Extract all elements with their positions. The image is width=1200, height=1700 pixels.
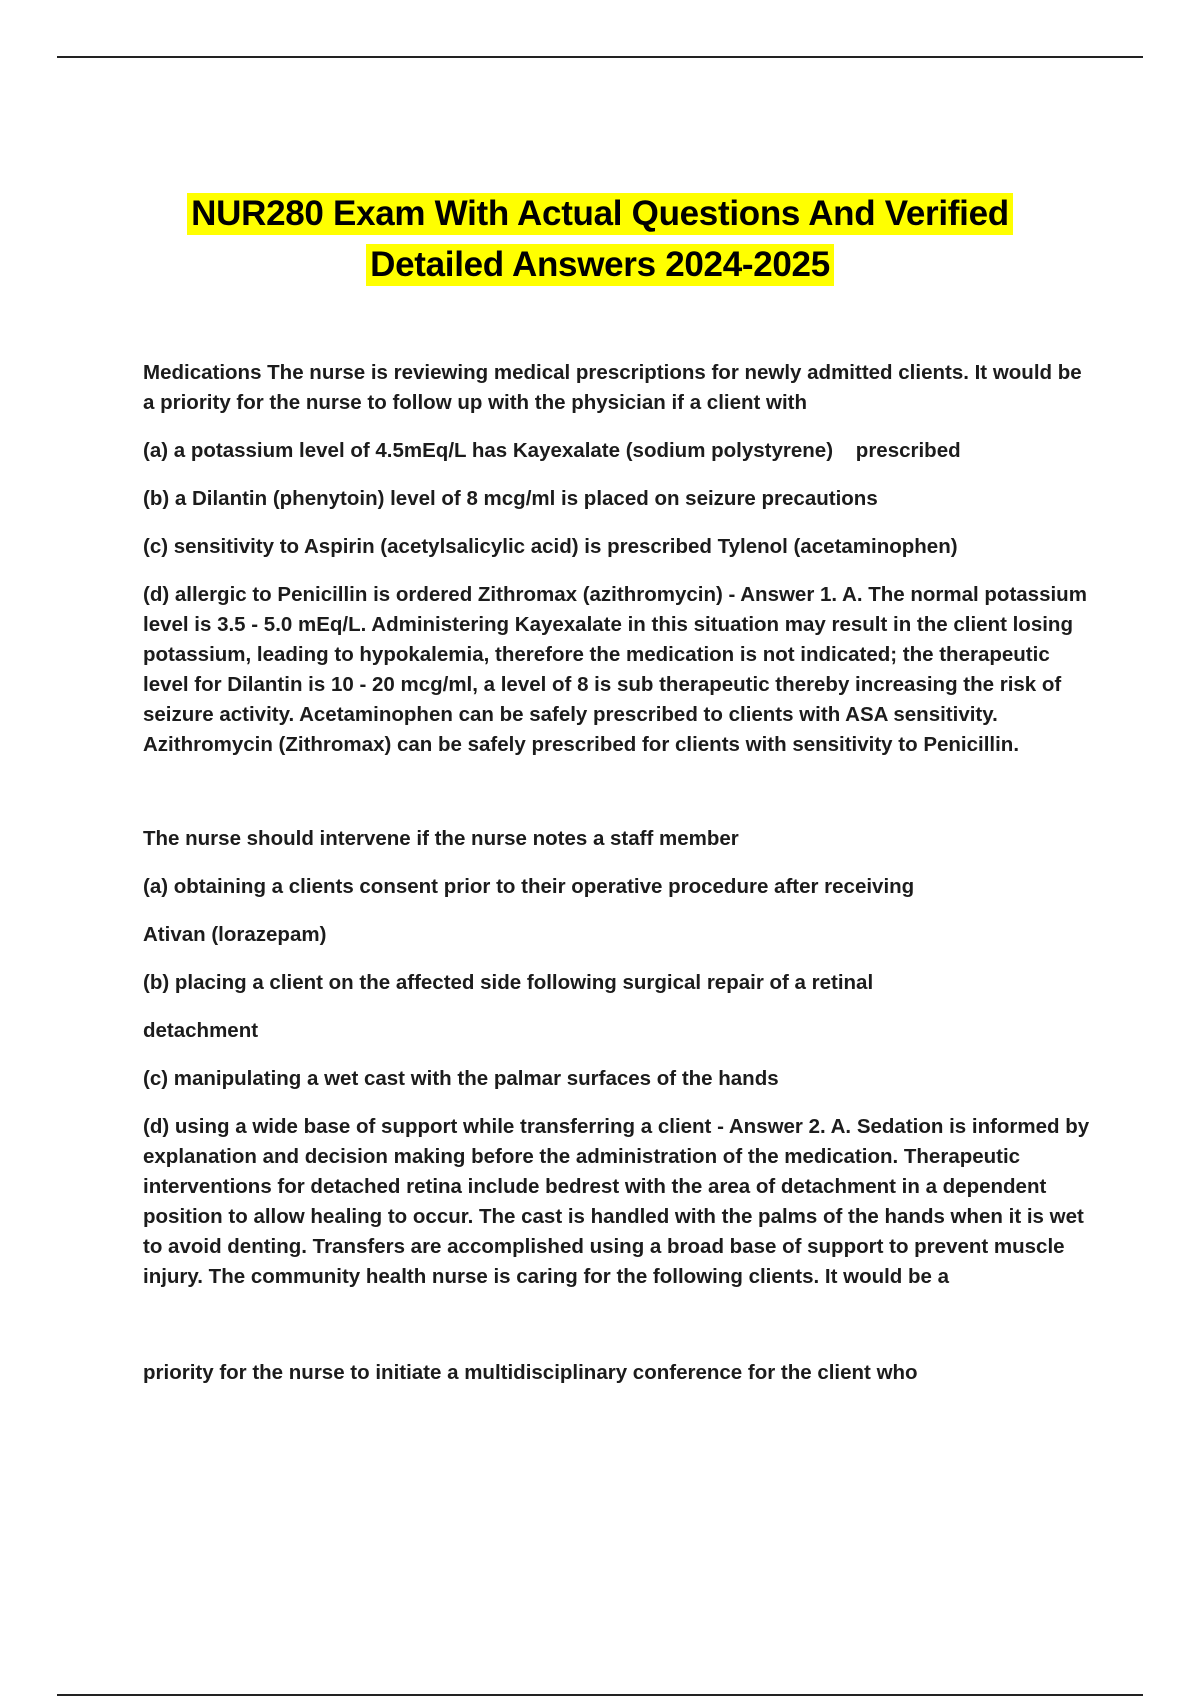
title-line-2: Detailed Answers 2024-2025 [366, 244, 834, 286]
question-1-option-d-answer: (d) allergic to Penicillin is ordered Zithromax (azithromycin) - Answer 1. A. The normal potassium level is 3.5 - 5.0 mEq/L. Administering Kayexalate in this situation may result in the client losing potassium, leading to hypokalemia, therefore the medication is not indicated; the therapeutic level for Dilantin is 10 - 20 mcg/ml, a level of 8 is sub therapeutic thereby increasing the risk of seizure activity. Acetaminophen can be safely prescribed to clients with ASA sensitivity. Azithromycin (Zithromax) can be safely prescribed for clients with sensitivity to Penicillin. [143, 583, 1087, 756]
question-1-option-a: (a) a potassium level of 4.5mEq/L has Kayexalate (sodium polystyrene) prescribed [143, 439, 961, 462]
question-2-option-a-continued: Ativan (lorazepam) [143, 923, 327, 946]
document-title [0, 190, 1200, 292]
question-1-stem: Medications The nurse is reviewing medical prescriptions for newly admitted clients. It would be a priority for the nurse to follow up with the physician if a client with [143, 361, 1082, 414]
question-2-option-b: (b) placing a client on the affected side following surgical repair of a retinal [143, 971, 874, 994]
header-rule [57, 56, 1143, 58]
document-body [143, 358, 1098, 1406]
question-3-stem: priority for the nurse to initiate a multidisciplinary conference for the client who [143, 1361, 918, 1384]
question-1-option-b: (b) a Dilantin (phenytoin) level of 8 mcg/ml is placed on seizure precautions [143, 487, 878, 510]
footer-rule [57, 1694, 1143, 1696]
question-2-option-b-continued: detachment [143, 1019, 259, 1042]
title-line-1: NUR280 Exam With Actual Questions And Verified [187, 193, 1013, 235]
question-2-option-a: (a) obtaining a clients consent prior to their operative procedure after receiving [143, 875, 915, 898]
question-1-option-c: (c) sensitivity to Aspirin (acetylsalicylic acid) is prescribed Tylenol (acetaminophen) [143, 535, 958, 558]
question-2-stem: The nurse should intervene if the nurse notes a staff member [143, 827, 739, 850]
question-2-option-c: (c) manipulating a wet cast with the palmar surfaces of the hands [143, 1067, 779, 1090]
question-2-option-d-answer: (d) using a wide base of support while transferring a client - Answer 2. A. Sedation is informed by explanation and decision making before the administration of the medication. Therapeutic interventions for detached retina include bedrest with the area of detachment in a dependent position to allow healing to occur. The cast is handled with the palms of the hands when it is wet to avoid denting. Transfers are accomplished using a broad base of support to prevent muscle injury. The community health nurse is caring for the following clients. It would be a [143, 1115, 1090, 1288]
